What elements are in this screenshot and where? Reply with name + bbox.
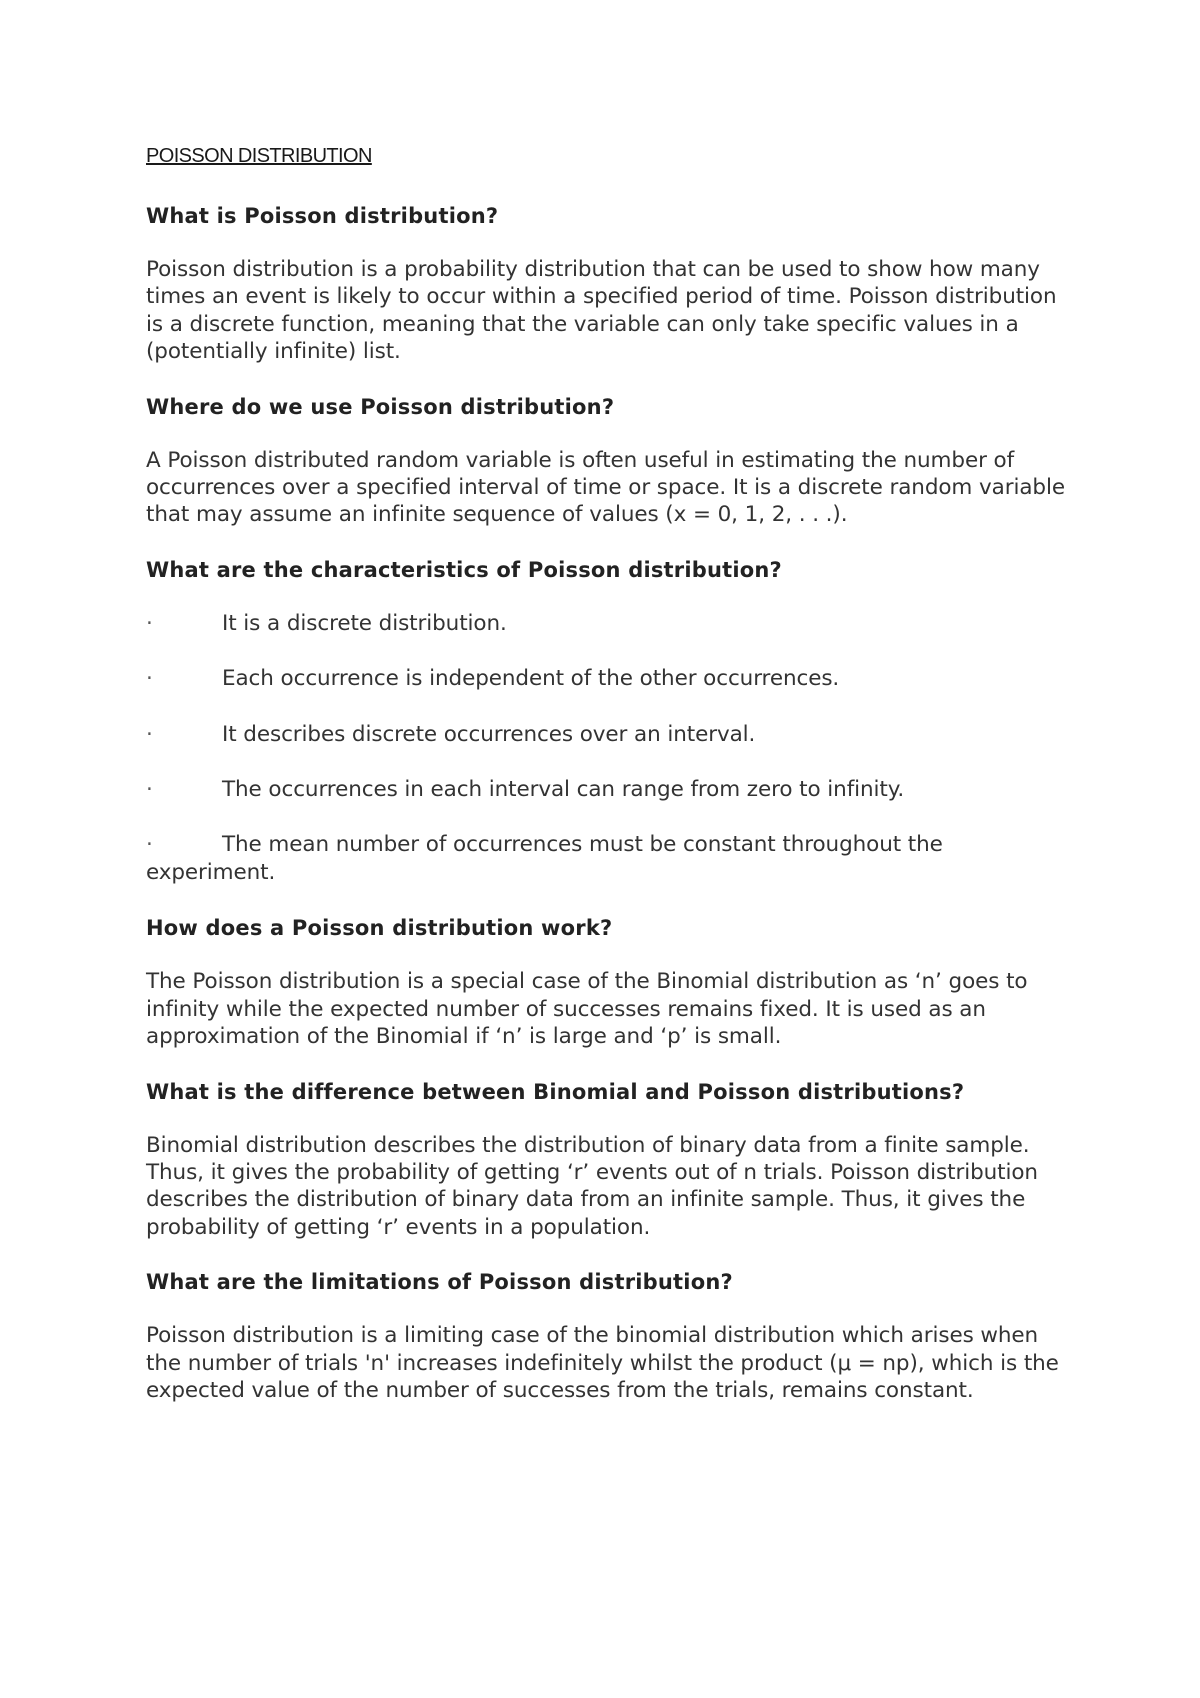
list-item [146,665,1066,692]
bullet-icon: · [146,610,153,636]
document-page [146,144,1066,1431]
section-heading-how-works: How does a Poisson distribution work? [146,916,613,941]
bullet-icon: · [146,777,153,803]
list-item [146,776,1066,803]
document-title: POISSON DISTRIBUTION [146,145,372,167]
section-paragraph-how-works: The Poisson distribution is a special case of the Binomial distribution as ‘n’ goes to infinity while the expected number of successes remains fixed. It is used as an approximation of the Binomial if ‘n’ is large and ‘p’ is small. [146,969,1028,1050]
bullet-icon: · [146,721,153,747]
list-item [146,721,1066,748]
list-item-text: It is a discrete distribution. [222,610,507,636]
list-item-text: It describes discrete occurrences over an interval. [222,721,756,747]
section-paragraph-where-used: A Poisson distributed random variable is often useful in estimating the number of occurrences over a specified interval of time or space. It is a discrete random variable that may assume an infinite sequence of values (x = 0, 1, 2, . . .). [146,447,1065,528]
section-heading-characteristics: What are the characteristics of Poisson distribution? [146,557,782,582]
section-paragraph-what-is: Poisson distribution is a probability distribution that can be used to show how many times an event is likely to occur within a specified period of time. Poisson distribution is a discrete function, meaning that the variable can only take specific values in a (potentially infinite) list. [146,257,1057,365]
bullet-icon: · [146,666,153,692]
list-item [146,831,1066,886]
list-item [146,610,1066,637]
section-heading-limitations: What are the limitations of Poisson distribution? [146,1270,733,1295]
section-heading-difference: What is the difference between Binomial and Poisson distributions? [146,1079,965,1104]
bullet-icon: · [146,832,153,858]
section-paragraph-limitations: Poisson distribution is a limiting case of the binomial distribution which arises when the number of trials 'n' increases indefinitely whilst the product (μ = np), which is the expected value of the number of successes from the trials, remains constant. [146,1323,1059,1403]
list-item-text: The mean number of occurrences must be constant throughout the experiment. [146,832,943,885]
list-item-text: The occurrences in each interval can range from zero to infinity. [222,777,905,803]
list-item-text: Each occurrence is independent of the other occurrences. [222,666,840,692]
section-heading-what-is: What is Poisson distribution? [146,204,499,228]
section-heading-where-used: Where do we use Poisson distribution? [146,394,615,419]
section-paragraph-difference: Binomial distribution describes the distribution of binary data from a finite sample. Thus, it gives the probability of getting ‘r’ events out of n trials. Poisson distribution describes the distribution of binary data from an infinite sample. Thus, it gives the probability of getting ‘r’ events in a population. [146,1132,1038,1240]
